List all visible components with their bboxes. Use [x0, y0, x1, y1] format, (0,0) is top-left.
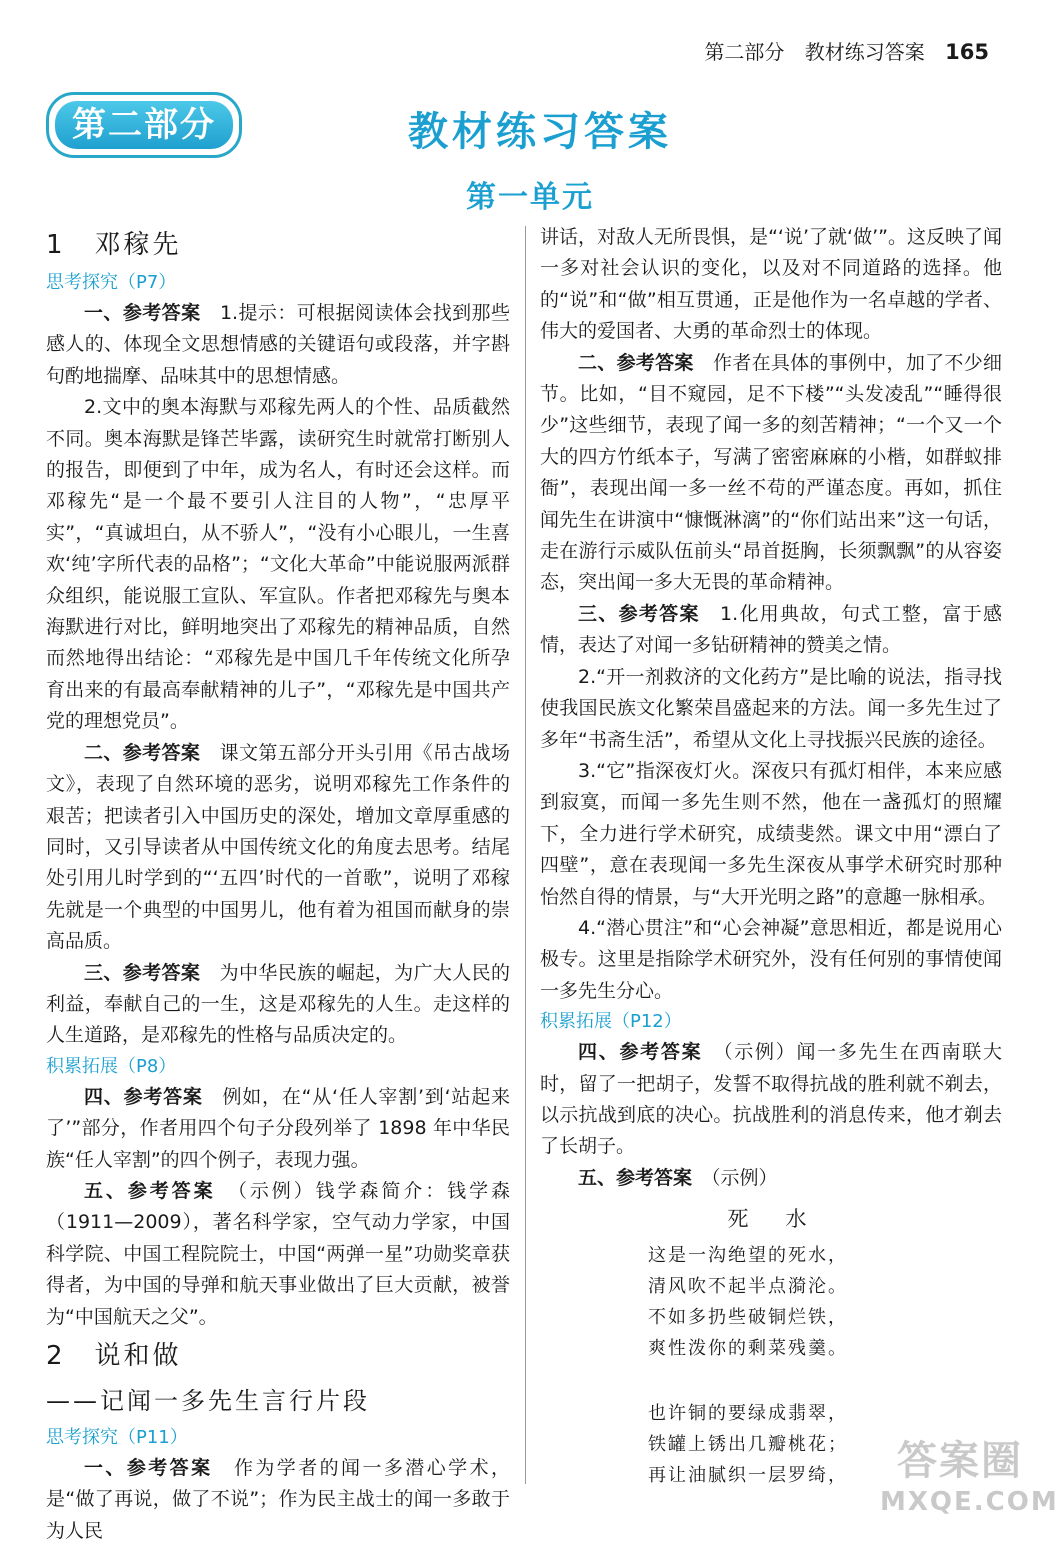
answer-text: 例如，在“从‘任人宰割’到‘站起来了’”部分，作者用四个句子分段列举了 1898 年中华民族“任人宰割”的四个例子，表现力强。	[46, 1085, 510, 1171]
poem-line: 爽性泼你的剩菜残羹。	[648, 1338, 848, 1360]
watermark-site: MXQE.COM	[880, 1487, 1059, 1517]
watermark	[880, 1436, 1059, 1524]
poem-title: 死 水	[727, 1207, 815, 1232]
answer-text: 为中华民族的崛起，为广大人民的利益，奉献自己的一生，这是邓稼先的人生。走这样的人生道路，是邓稼先的性格与品质决定的。	[46, 961, 510, 1047]
answer-label: 二、参考答案	[578, 351, 694, 374]
header-title: 教材练习答案	[804, 40, 925, 64]
poem-line: 也许铜的要绿成翡翠，	[648, 1403, 848, 1425]
answer-label: 五、参考答案	[578, 1166, 693, 1189]
poem-line: 铁罐上锈出几瓣桃花；	[648, 1434, 848, 1456]
part-badge	[46, 92, 242, 158]
answer-text: 讲话，对敌人无所畏惧，是“‘说’了就‘做’”。这反映了闻一多对社会认识的变化，以及对不同道路的选择。他的“说”和“做”相互贯通，正是他作为一名卓越的学者、伟大的爱国者、大勇的革命烈士的体现。	[540, 226, 1002, 343]
poem-line: 这是一沟绝望的死水，	[648, 1245, 848, 1267]
section-heading: 积累拓展（P12）	[540, 1011, 682, 1033]
poem-line: 不如多扔些破铜烂铁，	[648, 1307, 848, 1329]
answer-text: 2.“开一剂救济的文化药方”是比喻的说法，指寻找使我国民族文化繁荣昌盛起来的方法。闻一多先生过了多年“书斋生活”，希望从文化上寻找振兴民族的途径。	[540, 665, 1002, 751]
answer-text: 4.“潜心贯注”和“心会神凝”意思相近，都是说用心极专。这里是指除学术研究外，没有任何别的事情使闻一多先生分心。	[540, 916, 1002, 1002]
left-column	[46, 222, 510, 1547]
answer-label: 三、参考答案	[84, 961, 201, 984]
answer-text: 2.文中的奥本海默与邓稼先两人的个性、品质截然不同。奥本海默是锋芒毕露，读研究生时就常打断别人的报告，即便到了中年，成为名人，有时还会这样。而邓稼先“是一个最不要引人注目的人物”，“忠厚平实”，“真诚坦白，从不骄人”，“没有小心眼儿，一生喜欢‘纯’字所代表的品格”；“文化大革命”中能说服两派群众组织，能说服工宣队、军宣队。作者把邓稼先与奥本海默进行对比，鲜明地突出了邓稼先的精神品质，自然而然地得出结论：“邓稼先是中国几千年传统文化所孕育出来的有最高奉献精神的儿子”，“邓稼先是中国共产党的理想党员”。	[46, 396, 510, 733]
answer-text: 1.化用典故，句式工整，富于感情，表达了对闻一多钻研精神的赞美之情。	[540, 602, 1002, 657]
section-heading: 思考探究（P7）	[46, 272, 177, 293]
running-header	[690, 36, 989, 65]
right-column	[540, 222, 1002, 1491]
lesson-2-title: 2 说和做	[46, 1341, 182, 1371]
answer-label: 一、参考答案	[84, 302, 201, 324]
answer-text: 1.提示：可根据阅读体会找到那些感人的、体现全文思想情感的关键语句或段落，并字斟句酌地揣摩、品味其中的思想情感。	[46, 302, 510, 387]
lesson-1-title: 1 邓稼先	[46, 230, 182, 260]
answer-text: 作者在具体的事例中，加了不少细节。比如，“目不窥园，足不下楼”“头发凌乱”“睡得很少”这些细节，表现了闻一多的刻苦精神；“一个又一个大的四方竹纸本子，写满了密密麻麻的小楷，如群蚁排衙”，表现出闻一多一丝不苟的严谨态度。再如，抓住闻先生在讲演中“慷慨淋漓”的“你们站出来”这一句话，走在游行示威队伍前头“昂首挺胸，长须飘飘”的从容姿态，突出闻一多大无畏的革命精神。	[540, 351, 1002, 594]
answer-text: 课文第五部分开头引用《吊古战场文》，表现了自然环境的恶劣，说明邓稼先工作条件的艰苦；把读者引入中国历史的深处，增加文章厚重感的同时，又引导读者从中国传统文化的角度去思考。结尾处引用儿时学到的“‘五四’时代的一首歌”，说明了邓稼先就是一个典型的中国男儿，他有着为祖国而献身的崇高品质。	[46, 741, 510, 953]
answer-text: 3.“它”指深夜灯火。深夜只有孤灯相伴，本来应感到寂寞，而闻一多先生则不然，他在一盏孤灯的照耀下，全力进行学术研究，成绩斐然。课文中用“漂白了四壁”，意在表现闻一多先生深夜从事学术研究时那种怡然自得的情景，与“大开光明之路”的意趣一脉相承。	[540, 759, 1002, 908]
answer-label: 一、参考答案	[84, 1457, 213, 1479]
answer-label: 三、参考答案	[578, 602, 700, 625]
poem-line: 再让油腻织一层罗绮，	[648, 1465, 848, 1487]
answer-label: 五、参考答案	[84, 1179, 216, 1202]
stanza-break	[648, 1364, 1002, 1398]
answer-text: （示例）钱学森简介：钱学森（1911—2009），著名科学家，空气动力学家，中国科学院、中国工程院院士，中国“两弹一星”功勋奖章获得者，为中国的导弹和航天事业做出了巨大贡献，被誉为“中国航天之父”。	[46, 1179, 510, 1328]
answer-label: 四、参考答案	[84, 1085, 203, 1108]
answer-label: 四、参考答案	[578, 1041, 703, 1064]
poem-line: 清风吹不起半点漪沦。	[648, 1276, 848, 1298]
page-title: 教材练习答案	[408, 109, 672, 155]
answer-text: （示例）	[692, 1166, 778, 1189]
unit-title: 第一单元	[466, 180, 594, 215]
answer-text: 作为学者的闻一多潜心学术，是“做了再说，做了不说”；作为民主战士的闻一多敢于为人民	[46, 1457, 510, 1542]
part-badge-label: 第二部分	[55, 101, 233, 149]
watermark-mark: 答案圈	[897, 1438, 1023, 1484]
answer-label: 二、参考答案	[84, 741, 201, 764]
section-heading: 思考探究（P11）	[46, 1427, 188, 1448]
lesson-2-subtitle: ——记闻一多先生言行片段	[46, 1387, 370, 1415]
answer-text: （示例）闻一多先生在西南联大时，留了一把胡子，发誓不取得抗战的胜利就不剃去，以示抗战到底的决心。抗战胜利的消息传来，他才剃去了长胡子。	[540, 1041, 1002, 1158]
column-divider	[525, 226, 526, 1484]
header-part: 第二部分	[704, 40, 785, 64]
page-number: 165	[945, 40, 989, 64]
section-heading: 积累拓展（P8）	[46, 1055, 177, 1077]
